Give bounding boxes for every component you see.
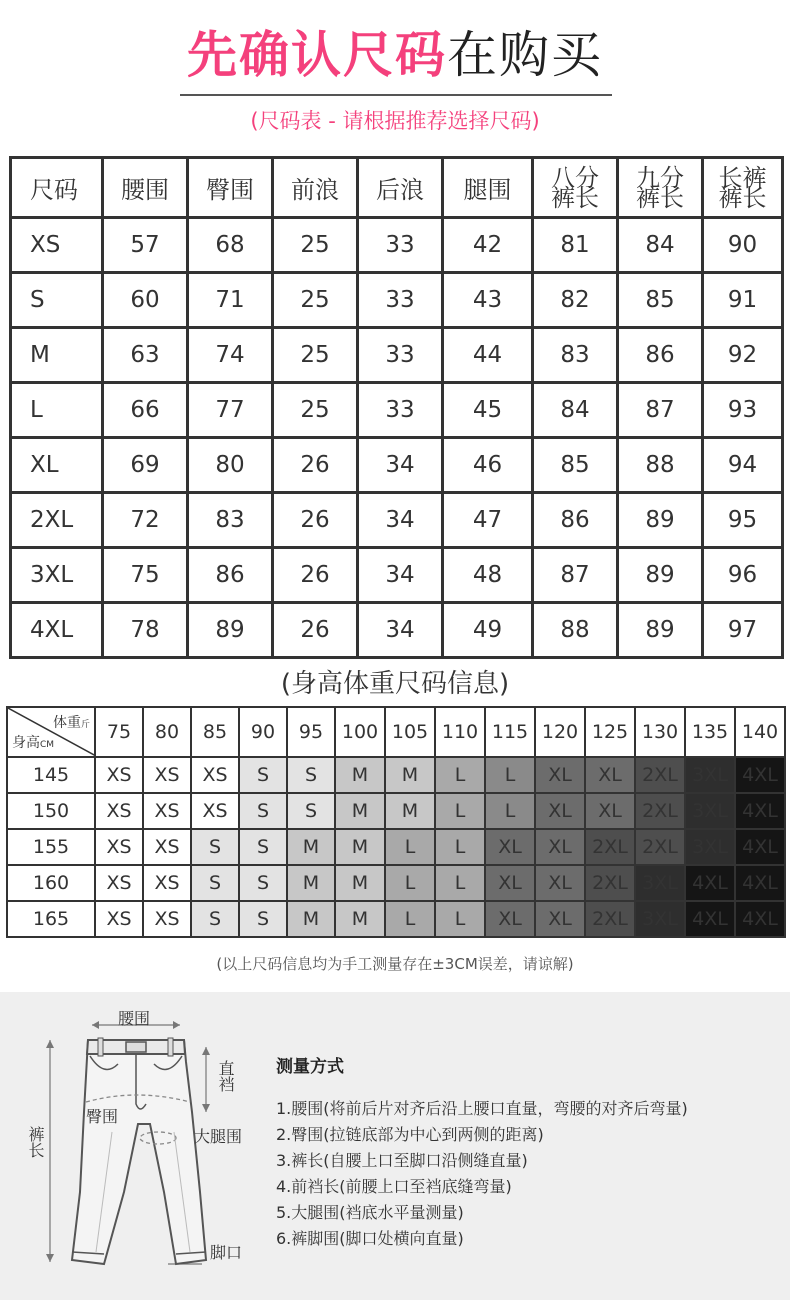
recommended-size-cell: L (435, 757, 485, 793)
recommended-size-cell: S (191, 901, 239, 937)
size-header-cell: 尺码 (11, 158, 103, 218)
height-header: 身高CM (12, 735, 55, 751)
size-value-cell: 80 (188, 438, 273, 493)
weight-header-cell: 85 (191, 707, 239, 757)
height-weight-table (6, 706, 786, 938)
recommended-size-cell: M (335, 829, 385, 865)
size-value-cell: 81 (533, 218, 618, 273)
recommended-size-cell: XL (535, 865, 585, 901)
size-value-cell: 46 (443, 438, 533, 493)
recommended-size-cell: 4XL (735, 757, 785, 793)
recommended-size-cell: L (485, 757, 535, 793)
weight-header-cell: 140 (735, 707, 785, 757)
recommended-size-cell: XL (485, 829, 535, 865)
height-label-cell: 160 (7, 865, 95, 901)
recommended-size-cell: 3XL (685, 757, 735, 793)
title-rest: 在购买 (447, 26, 603, 84)
corner-header (7, 707, 95, 757)
size-label-cell: XS (11, 218, 103, 273)
height-label-cell: 150 (7, 793, 95, 829)
recommended-size-cell: XS (143, 829, 191, 865)
size-value-cell: 87 (533, 548, 618, 603)
size-value-cell: 43 (443, 273, 533, 328)
measure-step: 3.裤长(自腰上口至脚口沿侧缝直量) (276, 1151, 528, 1170)
recommended-size-cell: 3XL (635, 865, 685, 901)
size-value-cell: 68 (188, 218, 273, 273)
recommended-size-cell: M (335, 757, 385, 793)
recommended-size-cell: M (385, 757, 435, 793)
size-value-cell: 33 (358, 383, 443, 438)
size-value-cell: 86 (618, 328, 703, 383)
size-value-cell: 47 (443, 493, 533, 548)
weight-header-cell: 125 (585, 707, 635, 757)
size-row (11, 218, 783, 273)
size-value-cell: 86 (533, 493, 618, 548)
size-value-cell: 60 (103, 273, 188, 328)
size-value-cell: 75 (103, 548, 188, 603)
recommended-size-cell: XL (535, 901, 585, 937)
size-value-cell: 86 (188, 548, 273, 603)
recommended-size-cell: S (239, 865, 287, 901)
recommended-size-cell: 4XL (685, 865, 735, 901)
size-header-cell: 前浪 (273, 158, 358, 218)
weight-header: 体重斤 (52, 715, 90, 731)
size-value-cell: 66 (103, 383, 188, 438)
measure-steps (276, 1096, 688, 1252)
recommended-size-cell: L (435, 901, 485, 937)
size-row (11, 438, 783, 493)
size-value-cell: 25 (273, 383, 358, 438)
size-value-cell: 34 (358, 548, 443, 603)
size-value-cell: 85 (618, 273, 703, 328)
size-row (11, 328, 783, 383)
size-value-cell: 88 (618, 438, 703, 493)
size-value-cell: 92 (703, 328, 783, 383)
recommended-size-cell: S (239, 829, 287, 865)
size-header-cell: 腿围 (443, 158, 533, 218)
subtitle: (尺码表 - 请根据推荐选择尺码) (250, 109, 540, 133)
size-value-cell: 82 (533, 273, 618, 328)
recommended-size-cell: 2XL (585, 901, 635, 937)
size-label-cell: 3XL (11, 548, 103, 603)
size-row (11, 273, 783, 328)
recommended-size-cell: L (385, 865, 435, 901)
size-row (11, 383, 783, 438)
rise-label: 直裆 (216, 1060, 235, 1092)
size-value-cell: 25 (273, 218, 358, 273)
size-value-cell: 57 (103, 218, 188, 273)
recommended-size-cell: S (239, 757, 287, 793)
size-value-cell: 96 (703, 548, 783, 603)
height-row (7, 829, 785, 865)
hip-label: 臀围 (86, 1107, 119, 1126)
height-row (7, 757, 785, 793)
recommended-size-cell: XS (191, 757, 239, 793)
thigh-label: 大腿围 (194, 1127, 243, 1146)
measure-step: 1.腰围(将前后片对齐后沿上腰口直量，弯腰的对齐后弯量) (276, 1099, 688, 1118)
weight-header-cell: 115 (485, 707, 535, 757)
recommended-size-cell: XS (95, 901, 143, 937)
size-chart-table (9, 156, 784, 659)
height-label-cell: 165 (7, 901, 95, 937)
recommended-size-cell: XS (143, 793, 191, 829)
size-value-cell: 88 (533, 603, 618, 658)
recommended-size-cell: XS (143, 901, 191, 937)
length-label: 裤长 (26, 1126, 45, 1158)
size-value-cell: 33 (358, 273, 443, 328)
recommended-size-cell: M (287, 901, 335, 937)
size-header-cell: 长裤 裤长 (703, 158, 783, 218)
waist-label: 腰围 (118, 1009, 151, 1028)
size-value-cell: 89 (618, 493, 703, 548)
size-value-cell: 97 (703, 603, 783, 658)
recommended-size-cell: XL (485, 865, 535, 901)
size-value-cell: 34 (358, 603, 443, 658)
recommended-size-cell: 4XL (735, 829, 785, 865)
recommended-size-cell: L (385, 829, 435, 865)
recommended-size-cell: XS (95, 865, 143, 901)
recommended-size-cell: L (485, 793, 535, 829)
recommended-size-cell: XL (535, 829, 585, 865)
size-row (11, 603, 783, 658)
size-label-cell: M (11, 328, 103, 383)
size-value-cell: 25 (273, 328, 358, 383)
recommended-size-cell: 2XL (585, 865, 635, 901)
recommended-size-cell: XS (95, 793, 143, 829)
recommended-size-cell: 2XL (635, 793, 685, 829)
recommended-size-cell: XL (535, 757, 585, 793)
size-value-cell: 83 (188, 493, 273, 548)
recommended-size-cell: 2XL (635, 757, 685, 793)
size-value-cell: 94 (703, 438, 783, 493)
recommended-size-cell: L (435, 793, 485, 829)
recommended-size-cell: 3XL (635, 901, 685, 937)
size-value-cell: 34 (358, 493, 443, 548)
title-underline (180, 94, 612, 96)
size-value-cell: 89 (618, 603, 703, 658)
recommended-size-cell: S (287, 793, 335, 829)
weight-header-cell: 110 (435, 707, 485, 757)
recommended-size-cell: L (385, 901, 435, 937)
measure-step: 4.前裆长(前腰上口至裆底缝弯量) (276, 1177, 512, 1196)
recommended-size-cell: S (191, 829, 239, 865)
size-header-cell: 臀围 (188, 158, 273, 218)
weight-header-cell: 90 (239, 707, 287, 757)
size-value-cell: 83 (533, 328, 618, 383)
recommended-size-cell: L (435, 865, 485, 901)
size-value-cell: 77 (188, 383, 273, 438)
page-title (0, 22, 790, 88)
weight-header-cell: 80 (143, 707, 191, 757)
height-row (7, 793, 785, 829)
title-emphasis: 先确认尺码 (187, 26, 447, 84)
recommended-size-cell: M (335, 793, 385, 829)
recommended-size-cell: M (287, 829, 335, 865)
size-value-cell: 95 (703, 493, 783, 548)
recommended-size-cell: 4XL (735, 901, 785, 937)
size-value-cell: 71 (188, 273, 273, 328)
weight-header-cell: 135 (685, 707, 735, 757)
size-value-cell: 26 (273, 548, 358, 603)
size-label-cell: 4XL (11, 603, 103, 658)
size-header-cell: 九分 裤长 (618, 158, 703, 218)
size-value-cell: 78 (103, 603, 188, 658)
size-value-cell: 91 (703, 273, 783, 328)
recommended-size-cell: 2XL (635, 829, 685, 865)
height-row (7, 901, 785, 937)
size-value-cell: 45 (443, 383, 533, 438)
recommended-size-cell: XS (143, 865, 191, 901)
size-row (11, 493, 783, 548)
size-value-cell: 89 (188, 603, 273, 658)
hem-label: 脚口 (210, 1243, 243, 1262)
size-value-cell: 33 (358, 218, 443, 273)
recommended-size-cell: XL (585, 757, 635, 793)
size-value-cell: 25 (273, 273, 358, 328)
recommended-size-cell: XS (191, 793, 239, 829)
weight-header-cell: 100 (335, 707, 385, 757)
height-weight-section-title: (身高体重尺码信息) (280, 669, 510, 699)
size-value-cell: 85 (533, 438, 618, 493)
recommended-size-cell: 3XL (685, 829, 735, 865)
recommended-size-cell: M (335, 901, 385, 937)
height-label-cell: 155 (7, 829, 95, 865)
size-value-cell: 90 (703, 218, 783, 273)
size-value-cell: 93 (703, 383, 783, 438)
weight-header-cell: 130 (635, 707, 685, 757)
weight-header-cell: 120 (535, 707, 585, 757)
recommended-size-cell: XS (95, 829, 143, 865)
recommended-size-cell: XL (535, 793, 585, 829)
size-value-cell: 26 (273, 438, 358, 493)
size-value-cell: 74 (188, 328, 273, 383)
recommended-size-cell: M (335, 865, 385, 901)
recommended-size-cell: S (239, 901, 287, 937)
size-header-cell: 后浪 (358, 158, 443, 218)
recommended-size-cell: 4XL (735, 793, 785, 829)
size-label-cell: XL (11, 438, 103, 493)
size-label-cell: 2XL (11, 493, 103, 548)
recommended-size-cell: 4XL (735, 865, 785, 901)
size-label-cell: L (11, 383, 103, 438)
height-label-cell: 145 (7, 757, 95, 793)
weight-header-cell: 75 (95, 707, 143, 757)
recommended-size-cell: XL (585, 793, 635, 829)
recommended-size-cell: S (287, 757, 335, 793)
measure-step: 2.臀围(拉链底部为中心到两侧的距离) (276, 1125, 544, 1144)
size-value-cell: 26 (273, 603, 358, 658)
size-value-cell: 89 (618, 548, 703, 603)
measure-step: 6.裤脚围(脚口处横向直量) (276, 1229, 464, 1248)
recommended-size-cell: S (239, 793, 287, 829)
size-value-cell: 84 (618, 218, 703, 273)
size-row (11, 548, 783, 603)
recommended-size-cell: 3XL (685, 793, 735, 829)
size-value-cell: 26 (273, 493, 358, 548)
weight-header-cell: 105 (385, 707, 435, 757)
size-value-cell: 42 (443, 218, 533, 273)
recommended-size-cell: XL (485, 901, 535, 937)
measure-title: 测量方式 (276, 1057, 344, 1077)
size-header-cell: 腰围 (103, 158, 188, 218)
recommended-size-cell: M (385, 793, 435, 829)
size-value-cell: 48 (443, 548, 533, 603)
recommended-size-cell: 4XL (685, 901, 735, 937)
size-value-cell: 44 (443, 328, 533, 383)
size-value-cell: 34 (358, 438, 443, 493)
size-value-cell: 33 (358, 328, 443, 383)
recommended-size-cell: XS (143, 757, 191, 793)
weight-header-cell: 95 (287, 707, 335, 757)
size-value-cell: 84 (533, 383, 618, 438)
size-label-cell: S (11, 273, 103, 328)
recommended-size-cell: XS (95, 757, 143, 793)
recommended-size-cell: M (287, 865, 335, 901)
size-value-cell: 72 (103, 493, 188, 548)
recommended-size-cell: 2XL (585, 829, 635, 865)
size-value-cell: 87 (618, 383, 703, 438)
measure-step: 5.大腿围(裆底水平量测量) (276, 1203, 464, 1222)
size-header-cell: 八分 裤长 (533, 158, 618, 218)
recommended-size-cell: S (191, 865, 239, 901)
size-value-cell: 63 (103, 328, 188, 383)
recommended-size-cell: L (435, 829, 485, 865)
size-value-cell: 69 (103, 438, 188, 493)
measurement-note: (以上尺码信息均为手工测量存在±3CM误差，请谅解) (216, 955, 574, 973)
size-value-cell: 49 (443, 603, 533, 658)
height-row (7, 865, 785, 901)
